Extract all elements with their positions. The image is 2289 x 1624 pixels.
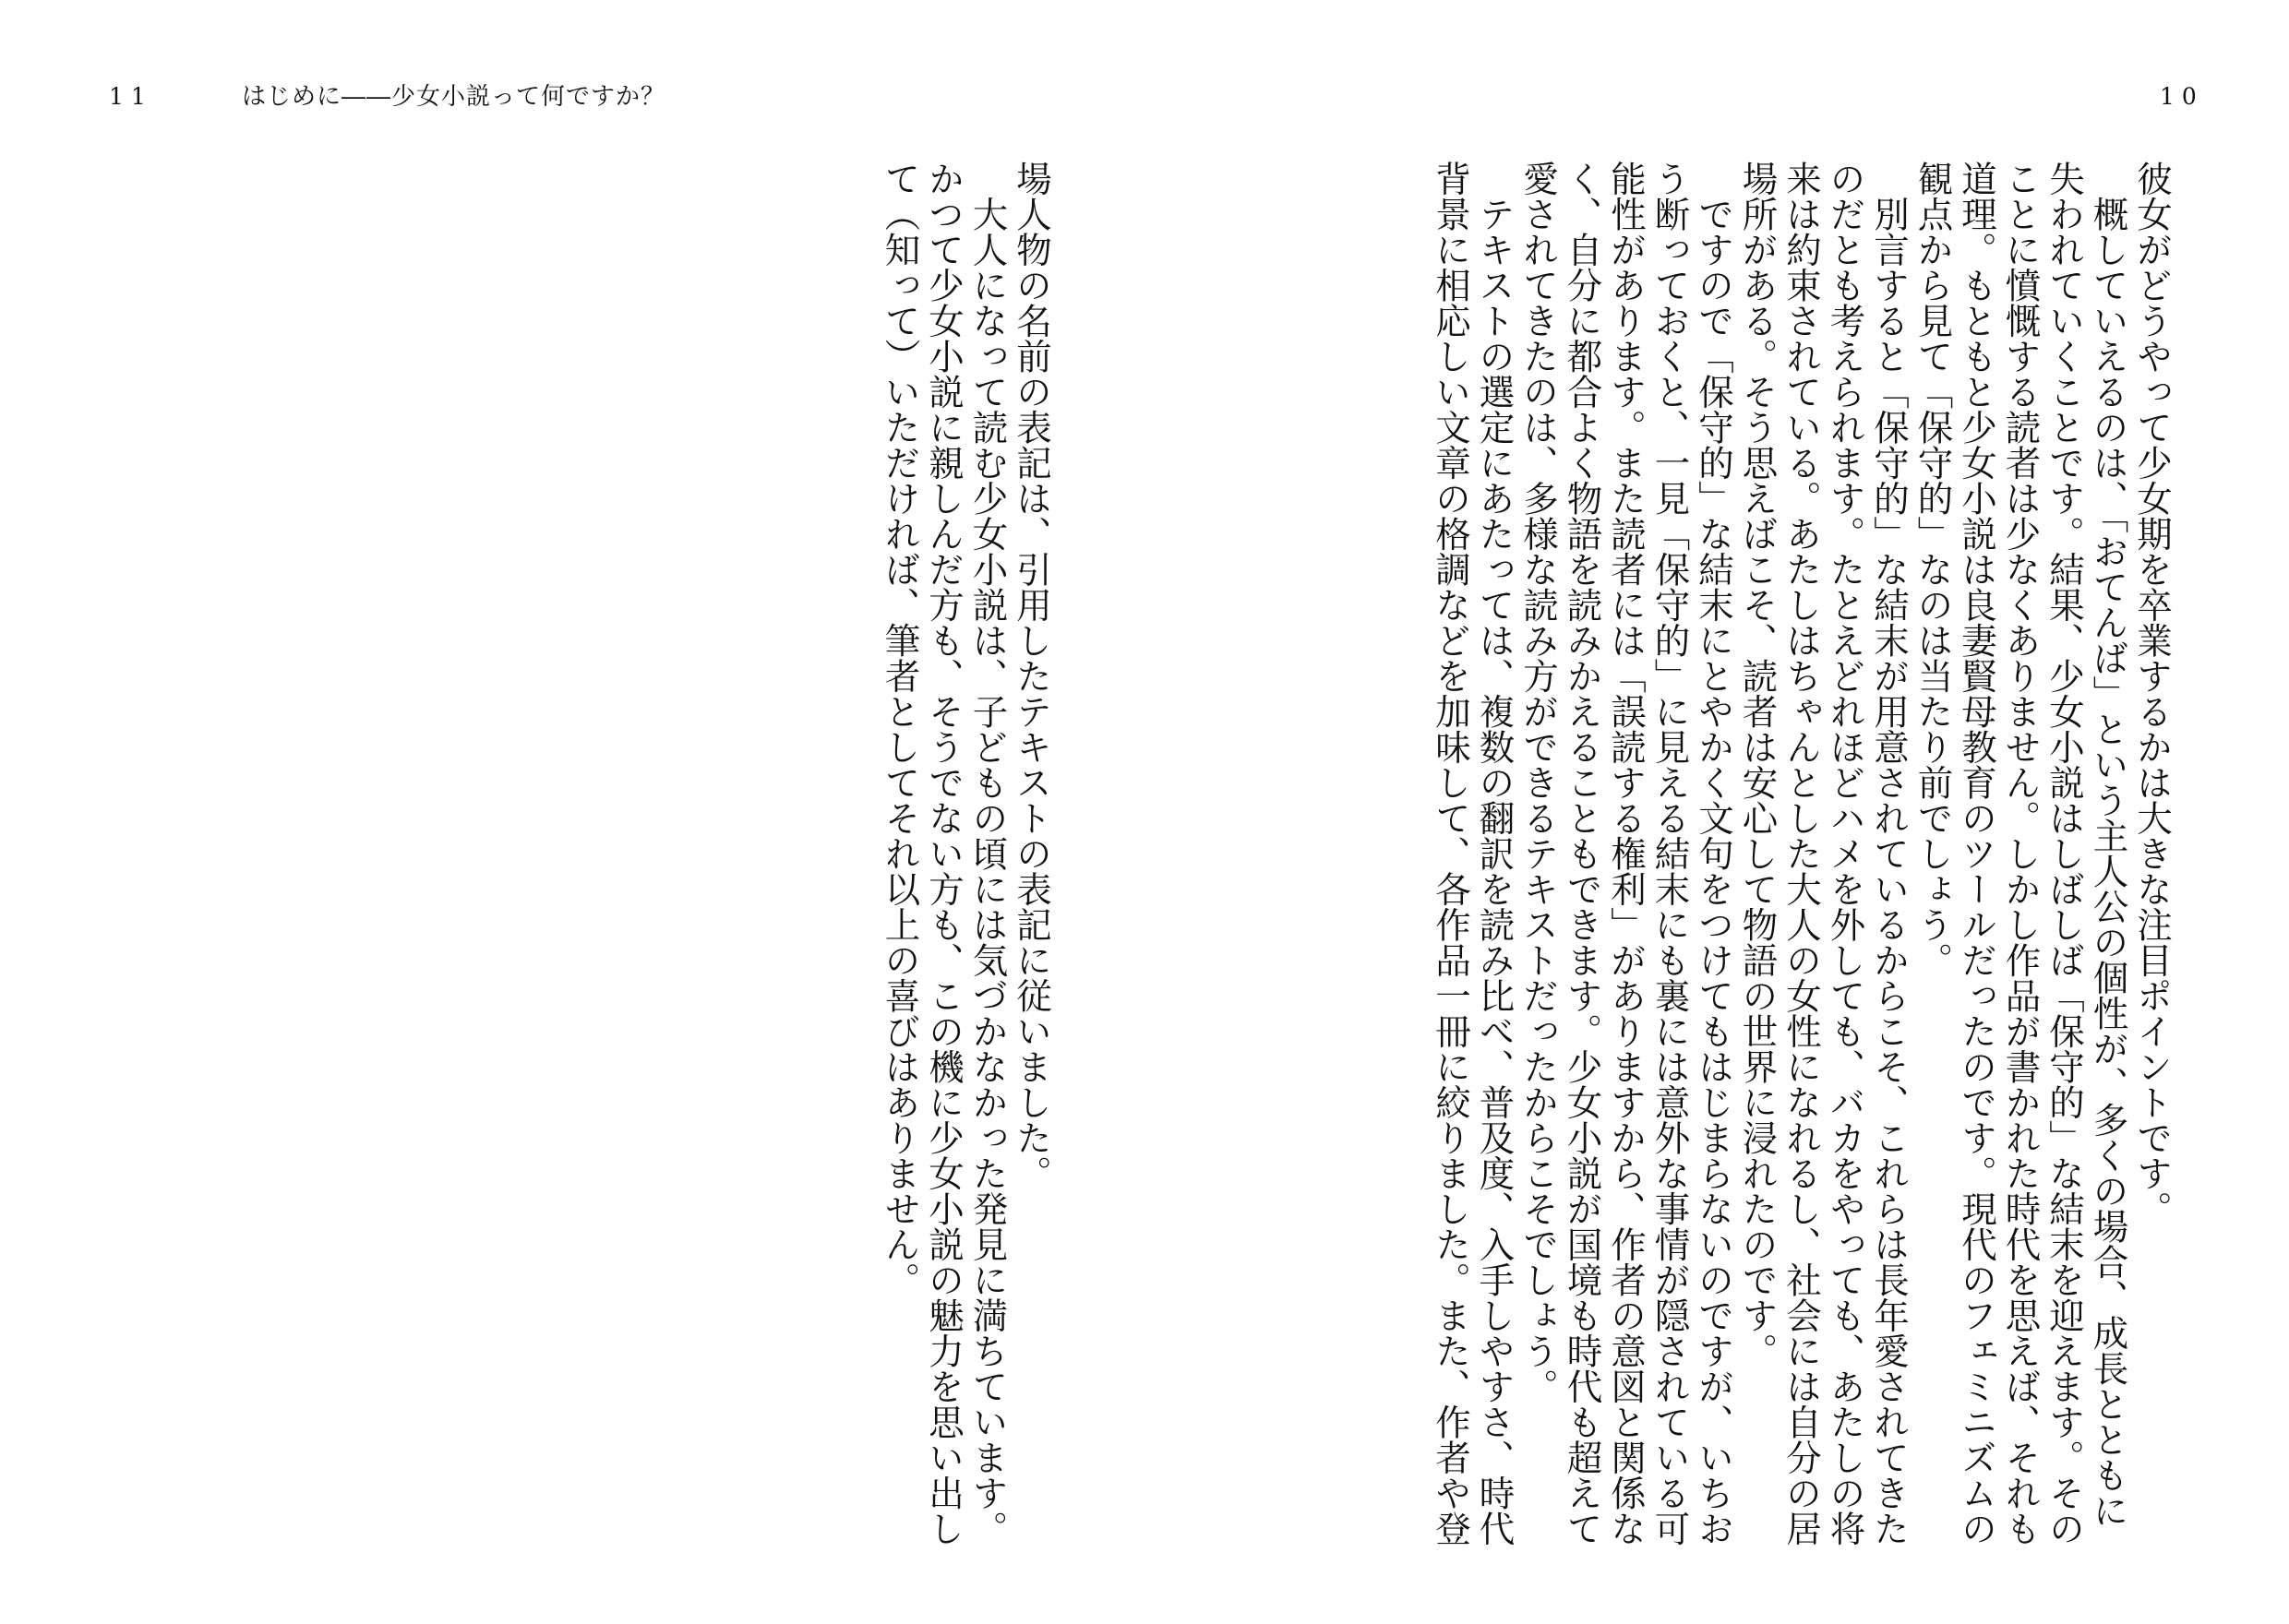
- text-column: 彼女がどうやって少女期を卒業するかは大きな注目ポイントです。: [2131, 161, 2173, 1226]
- text-column: 観点から見て「保守的」なのは当たり前でしょう。: [1911, 161, 1954, 978]
- text-column: 能性があります。また読者には「誤読する権利」がありますから、作者の意図と関係な: [1605, 161, 1647, 1546]
- text-column: 背景に相応しい文章の格調などを加味して、各作品一冊に絞りました。また、作者や登: [1430, 161, 1471, 1546]
- text-column: テキストの選定にあたっては、複数の翻訳を読み比べ、普及度、入手しやすさ、時代: [1473, 161, 1516, 1546]
- text-column: 道理。もともと少女小説は良妻賢母教育のツールだったのです。現代のフェミニズムの: [1956, 161, 1997, 1546]
- running-title: はじめに――少女小説って何ですか？: [242, 83, 666, 111]
- text-column: て（知って）いただければ、筆者としてそれ以上の喜びはありません。: [879, 161, 921, 1297]
- text-column: 別言すると「保守的」な結末が用意されているからこそ、これらは長年愛されてきた: [1868, 161, 1910, 1546]
- left-page-body-text: [815, 161, 1053, 1546]
- text-column: 場所がある。そう思えばこそ、読者は安心して物語の世界に浸れたのです。: [1736, 161, 1779, 1368]
- right-page-body-text: [1417, 161, 2174, 1546]
- text-column: のだとも考えられます。たとえどれほどハメを外しても、バカをやっても、あたしの将: [1824, 161, 1866, 1546]
- text-column: 来は約束されている。あたしはちゃんとした大人の女性になれるし、社会には自分の居: [1780, 161, 1822, 1546]
- text-column: ですので「保守的」な結末にとやかく文句をつけてもはじまらないのですが、いちお: [1693, 161, 1734, 1546]
- text-column: 概していえるのは、「おてんば」という主人公の個性が、多くの場合、成長とともに: [2087, 161, 2129, 1529]
- text-column: 失われていくことです。結果、少女小説はしばしば「保守的」な結末を迎えます。その: [2043, 161, 2085, 1546]
- text-column: かつて少女小説に親しんだ方も、そうでない方も、この機に少女小説の魅力を思い出し: [923, 161, 965, 1546]
- text-column: う断っておくと、一見「保守的」に見える結末にも裏には意外な事情が隠されている可: [1648, 161, 1691, 1546]
- text-column: ことに憤慨する読者は少なくありません。しかし作品が書かれた時代を思えば、それも: [1999, 161, 2042, 1546]
- text-column: 大人になって読む少女小説は、子どもの頃には気づかなかった発見に満ちています。: [966, 161, 1009, 1546]
- left-page-number: 11: [109, 83, 153, 110]
- text-column: 場人物の名前の表記は、引用したテキストの表記に従いました。: [1011, 161, 1052, 1191]
- right-page-number: 10: [2160, 83, 2204, 110]
- text-column: 愛されてきたのは、多様な読み方ができるテキストだったからこそでしょう。: [1517, 161, 1559, 1404]
- text-column: く、自分に都合よく物語を読みかえることもできます。少女小説が国境も時代も超えて: [1561, 161, 1603, 1546]
